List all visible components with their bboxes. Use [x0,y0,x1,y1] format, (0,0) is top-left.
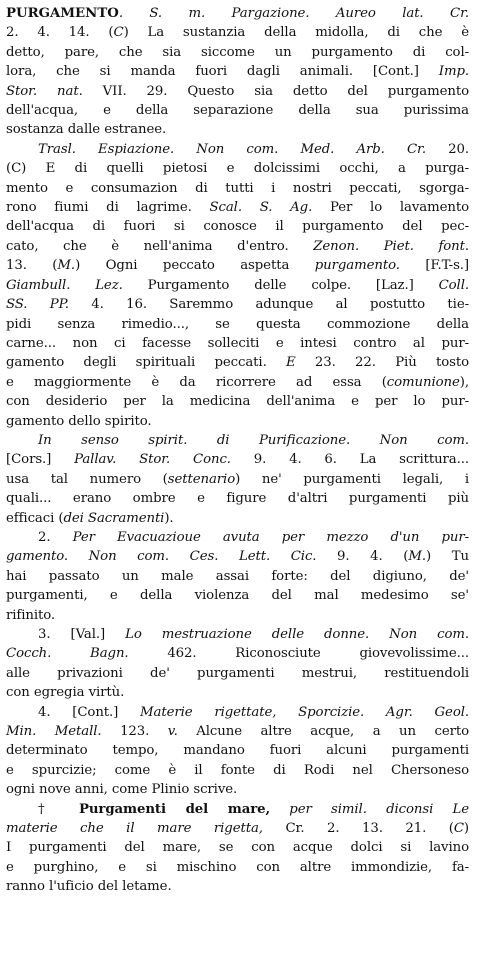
text-line [6,625,469,644]
text-run: rono fiumi di lagrime. [6,200,210,216]
text-run: lora, che si manda fuori dagli animali. [Cont.] [6,64,439,80]
text-run: usa tal numero ( [6,471,168,487]
text-run: I purgamenti del mare, se con acque dolci si lavino [6,840,469,856]
text-line [6,509,469,528]
text-run: ) Ogni peccato aspetta [75,258,315,274]
text-run: [F.T-s.] [399,258,470,274]
text-line [6,664,469,683]
text-run: purgamenti, e della violenza del mal medesimo se' [6,588,469,604]
text-run: dell'acqua, e della separazione della sua purissima [6,103,469,119]
text-run: Cr. 2. 13. 21. ( [262,821,454,837]
text-run: Stor. nat. [6,83,83,99]
text-run: Purgamento delle colpe. [Laz.] [122,277,439,293]
text-line [6,586,469,605]
text-line [6,217,469,236]
text-run: SS. PP. [6,297,69,313]
text-line [6,412,469,431]
text-run: materie che il mare rigetta, [6,821,263,837]
text-run: pidi senza rimedio..., se questa commozione della [6,316,469,332]
text-line [6,159,469,178]
text-run: Pallav. Stor. Conc. [74,452,231,468]
text-line [6,334,469,353]
text-run: E [286,355,296,371]
text-run: Lo mestruazione delle donne. Non com. [125,627,469,642]
text-run: M. [408,549,427,565]
text-run: † [38,801,79,817]
text-run: 3. [Val.] [38,627,126,642]
text-run: Zenon. Piet. font. [313,238,469,254]
headword: PURGAMENTO [6,6,119,21]
text-run: M. [57,258,76,274]
text-line [6,450,469,469]
text-run: C [113,25,124,41]
text-run: purgamento. [314,258,400,274]
text-run: Giambull. Lez. [6,277,123,293]
text-run: Coll. [438,277,469,293]
text-run: con egregia virtù. [6,685,125,701]
text-run: cato, che è nell'anima d'entro. [6,238,314,254]
text-line [6,140,469,159]
text-run: sostanza dalle estranee. [6,122,167,138]
text-line [6,198,469,217]
text-run: hai passato un male assai forte: del digiuno, de' [6,568,469,584]
text-run: per simil. diconsi Le [270,801,469,817]
text-run: Trasl. Espiazione. Non com. Med. Arb. Cr. [38,141,426,157]
text-run: Scal. S. Ag. [209,200,313,216]
dictionary-paragraph-p1 [6,4,469,140]
text-run: 2. 4. 14. ( [6,25,114,41]
text-line [6,877,469,896]
text-run: ) Tu [426,549,469,565]
text-run: gamento dello spirito. [6,413,152,429]
text-line [6,23,469,42]
text-run: efficaci ( [6,510,64,526]
text-line [6,547,469,566]
text-run: con desiderio per la medicina dell'anima e per lo pur- [6,394,469,410]
text-run: determinato tempo, mandano fuori alcuni purgamenti [6,743,469,759]
text-line [6,703,469,722]
text-run: e purghino, e si mischino con altre immondizie, fa- [6,859,469,875]
text-line [6,256,469,275]
text-run: Min. Metall. [6,724,102,740]
text-run: ) ne' purgamenti legali, i [235,471,470,487]
text-run: ranno l'uficio del letame. [6,879,172,895]
text-line [6,295,469,314]
text-run: v. [167,724,178,740]
text-line [6,644,469,663]
text-line [6,489,469,508]
text-run: 4. [Cont.] [38,704,141,720]
text-line [6,819,469,838]
text-run: mento e consumazion di tutti i nostri peccati, sgorga- [6,180,469,196]
text-line [6,431,469,450]
text-line [6,62,469,81]
text-run: Purgamenti del mare, [78,801,271,817]
text-run: dei Sacramenti [63,510,165,526]
text-line [6,392,469,411]
text-run: 462. Riconosciute giovevolissime... [128,646,469,662]
text-line [6,838,469,857]
text-line [6,741,469,760]
text-run: Per Evacuazioue avuta per mezzo d'un pur- [72,529,469,545]
text-line [6,800,469,819]
text-run: ) [463,821,469,837]
text-run: 9. 4. 6. La scrittura... [230,452,470,468]
text-line [6,276,469,295]
text-run: e maggiormente è da ricorrere ad essa ( [6,374,387,390]
text-run: settenario [167,471,236,487]
dictionary-paragraph-p4 [6,528,469,625]
text-line [6,373,469,392]
text-line [6,353,469,372]
text-line [6,858,469,877]
text-run: ). [164,510,174,526]
text-run: comunione [386,374,460,390]
dictionary-paragraph-p7 [6,800,469,897]
text-line [6,528,469,547]
text-run: alle privazioni de' purgamenti mestrui, restituendoli [6,665,469,681]
dictionary-paragraph-p3 [6,431,469,528]
text-line [6,722,469,741]
text-run: VII. 29. Questo sia detto del purgamento [82,83,469,99]
text-run: 123. [101,724,168,740]
text-line [6,120,469,139]
text-run: 13. ( [6,258,58,274]
text-run: 20. [425,141,469,157]
text-run: Pargazione. Aureo lat. Cr. [231,6,469,21]
text-run: dell'acqua di fuori si conosce il purgamento del pec- [6,219,469,235]
text-run: gamento degli spirituali peccati. [6,355,286,371]
dictionary-paragraph-p5 [6,625,469,703]
text-run: Per lo lavamento [312,200,469,216]
text-line [6,43,469,62]
text-run: 4. 16. Saremmo adunque al postutto tie- [68,297,469,313]
text-run: Imp. [438,64,469,80]
text-run: . S. m. [118,6,232,21]
text-line [6,4,469,23]
text-run: e spurcizie; come è il fonte di Rodi nel Chersoneso [6,762,469,778]
text-line [6,315,469,334]
text-run: gamento. Non com. Ces. Lett. Cic. [6,549,317,565]
text-run: (C) E di quelli pietosi e dolcissimi occhi, a purga- [6,161,469,177]
text-line [6,470,469,489]
text-run: detto, pare, che sia siccome un purgamento di col- [6,44,469,60]
text-run: [Cors.] [6,452,75,468]
text-run: 2. [38,529,73,545]
text-line [6,82,469,101]
text-run: rifinito. [6,607,56,623]
text-line [6,606,469,625]
text-run: Alcune altre acque, a un certo [177,724,469,740]
text-run: ) La sustanzia della midolla, di che è [123,25,469,41]
text-run: quali... erano ombre e figure d'altri purgamenti più [6,491,469,507]
text-run: Cocch. Bagn. [6,646,129,662]
text-line [6,567,469,586]
text-run: Materie rigettate, Sporcizie. Agr. Geol. [140,704,469,720]
text-run: 23. 22. Più tosto [295,355,469,371]
dictionary-paragraph-p6 [6,703,469,800]
text-run: C [453,821,464,837]
text-line [6,179,469,198]
text-line [6,780,469,799]
text-line [6,683,469,702]
text-run: In senso spirit. di Purificazione. Non com. [38,432,469,448]
text-line [6,101,469,120]
text-line [6,237,469,256]
text-line [6,761,469,780]
text-run: ogni nove anni, come Plinio scrive. [6,782,238,798]
text-run: 9. 4. ( [316,549,409,565]
text-run: ), [459,374,469,390]
text-run: carne... non ci facesse solleciti e intesi contro al pur- [6,335,469,351]
dictionary-paragraph-p2 [6,140,469,431]
